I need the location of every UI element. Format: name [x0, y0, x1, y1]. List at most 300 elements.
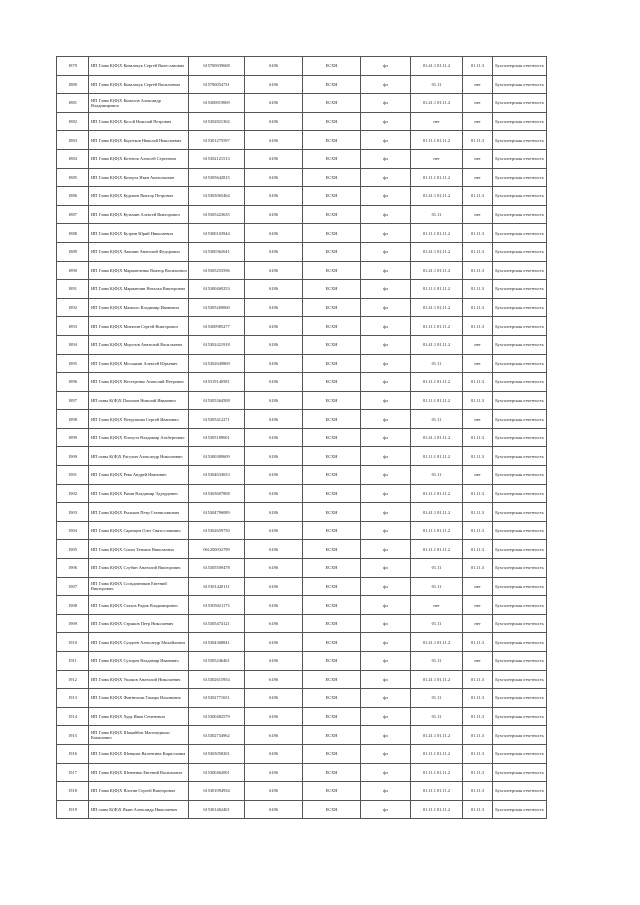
- okved-codes-cell: 01.41.1 01.11.2: [411, 428, 463, 447]
- inn-number-cell: 615304368841: [189, 633, 245, 652]
- report-type-cell: Бухгалтерская отчетность: [493, 503, 547, 522]
- person-type-cell: фл: [361, 373, 411, 392]
- okved-additional-cell: нет: [463, 168, 493, 187]
- inn-number-cell: 615300482579: [189, 707, 245, 726]
- entrepreneur-name-cell: ИП Глава К(Ф)Х Митягин Сергей Викторович: [89, 317, 189, 336]
- tax-office-code-cell: 6186: [245, 503, 303, 522]
- report-type-cell: Бухгалтерская отчетность: [493, 484, 547, 503]
- table-row: [57, 670, 547, 689]
- tax-office-code-cell: 6186: [245, 298, 303, 317]
- tax-regime-cell: ЕСХН: [303, 800, 361, 819]
- entrepreneur-name-cell: ИП Глава К(Ф)Х Рева Андрей Иванович: [89, 466, 189, 485]
- table-row: [57, 410, 547, 429]
- okved-codes-cell: 01.11: [411, 75, 463, 94]
- row-number-cell: 1907: [57, 577, 89, 596]
- okved-codes-cell: 01.11.1 01.11.2: [411, 800, 463, 819]
- row-number-cell: 1908: [57, 596, 89, 615]
- inn-number-cell: 615302649869: [189, 354, 245, 373]
- table-row: [57, 335, 547, 354]
- entrepreneur-name-cell: ИП Глава К(Ф)Х Плохута Владимир Альбертович: [89, 428, 189, 447]
- entrepreneur-name-cell: ИП Глава К(Ф)Х Петрушина Сергей Иванович: [89, 410, 189, 429]
- report-type-cell: Бухгалтерская отчетность: [493, 577, 547, 596]
- okved-additional-cell: нет: [463, 466, 493, 485]
- table-row: [57, 428, 547, 447]
- row-number-cell: 1915: [57, 726, 89, 745]
- entrepreneur-name-cell: ИП Глава К(Ф)Х Ковальчук Сергей Васильевич: [89, 75, 189, 94]
- tax-office-code-cell: 6186: [245, 800, 303, 819]
- table-row: [57, 614, 547, 633]
- okved-codes-cell: 01.11.1 01.11.2: [411, 317, 463, 336]
- table-row: [57, 596, 547, 615]
- tax-regime-cell: ЕСХН: [303, 391, 361, 410]
- okved-additional-cell: нет: [463, 205, 493, 224]
- tax-regime-cell: ЕСХН: [303, 354, 361, 373]
- table-row: [57, 763, 547, 782]
- okved-additional-cell: 01.11.3: [463, 224, 493, 243]
- inn-number-cell: 615305246461: [189, 652, 245, 671]
- tax-regime-cell: ЕСХН: [303, 614, 361, 633]
- table-row: [57, 707, 547, 726]
- report-type-cell: Бухгалтерская отчетность: [493, 614, 547, 633]
- tax-office-code-cell: 6186: [245, 633, 303, 652]
- tax-office-code-cell: 6186: [245, 205, 303, 224]
- entrepreneur-name-cell: ИП Глава К(Ф)Х Шевченко Евгений Васильевич: [89, 763, 189, 782]
- okved-codes-cell: 01.11: [411, 410, 463, 429]
- report-type-cell: Бухгалтерская отчетность: [493, 57, 547, 76]
- table-row: [57, 75, 547, 94]
- entrepreneur-name-cell: ИП Глава К(Ф)Х Марманчин Наталья Викторовна: [89, 280, 189, 299]
- okved-additional-cell: нет: [463, 94, 493, 113]
- report-type-cell: Бухгалтерская отчетность: [493, 224, 547, 243]
- tax-regime-cell: ЕСХН: [303, 242, 361, 261]
- report-type-cell: Бухгалтерская отчетность: [493, 744, 547, 763]
- okved-additional-cell: 01.11.3: [463, 131, 493, 150]
- row-number-cell: 1901: [57, 466, 89, 485]
- person-type-cell: фл: [361, 298, 411, 317]
- report-type-cell: Бухгалтерская отчетность: [493, 652, 547, 671]
- person-type-cell: фл: [361, 484, 411, 503]
- registry-table: [56, 56, 547, 819]
- report-type-cell: Бухгалтерская отчетность: [493, 596, 547, 615]
- tax-office-code-cell: 6186: [245, 577, 303, 596]
- inn-number-cell: 615302659750: [189, 521, 245, 540]
- person-type-cell: фл: [361, 540, 411, 559]
- inn-number-cell: 615305255596: [189, 261, 245, 280]
- inn-number-cell: 615302821302: [189, 112, 245, 131]
- tax-regime-cell: ЕСХН: [303, 57, 361, 76]
- tax-regime-cell: ЕСХН: [303, 317, 361, 336]
- row-number-cell: 1886: [57, 187, 89, 206]
- tax-office-code-cell: 6186: [245, 57, 303, 76]
- inn-number-cell: 615305269060: [189, 298, 245, 317]
- inn-number-cell: 615305642815: [189, 168, 245, 187]
- tax-regime-cell: ЕСХН: [303, 261, 361, 280]
- person-type-cell: фл: [361, 57, 411, 76]
- table-row: [57, 800, 547, 819]
- okved-codes-cell: 01.11: [411, 205, 463, 224]
- tax-regime-cell: ЕСХН: [303, 540, 361, 559]
- inn-number-cell: 615302421918: [189, 335, 245, 354]
- okved-additional-cell: нет: [463, 112, 493, 131]
- okved-codes-cell: 01.11: [411, 689, 463, 708]
- entrepreneur-name-cell: ИП глава К(Ф)Х Пахомов Николай Иванович: [89, 391, 189, 410]
- report-type-cell: Бухгалтерская отчетность: [493, 670, 547, 689]
- row-number-cell: 1889: [57, 242, 89, 261]
- okved-codes-cell: 01.11.1 01.11.2: [411, 447, 463, 466]
- table-row: [57, 298, 547, 317]
- report-type-cell: Бухгалтерская отчетность: [493, 298, 547, 317]
- okved-additional-cell: 01.11.3: [463, 763, 493, 782]
- person-type-cell: фл: [361, 317, 411, 336]
- okved-codes-cell: 01.11: [411, 707, 463, 726]
- person-type-cell: фл: [361, 614, 411, 633]
- person-type-cell: фл: [361, 652, 411, 671]
- okved-codes-cell: 01.11: [411, 652, 463, 671]
- row-number-cell: 1879: [57, 57, 89, 76]
- person-type-cell: фл: [361, 261, 411, 280]
- okved-additional-cell: 01.11.3: [463, 484, 493, 503]
- person-type-cell: фл: [361, 689, 411, 708]
- okved-additional-cell: нет: [463, 577, 493, 596]
- person-type-cell: фл: [361, 410, 411, 429]
- okved-codes-cell: 01.11.1 01.11.2: [411, 224, 463, 243]
- inn-number-cell: 615302121513: [189, 149, 245, 168]
- report-type-cell: Бухгалтерская отчетность: [493, 75, 547, 94]
- okved-codes-cell: нет: [411, 112, 463, 131]
- tax-office-code-cell: 6186: [245, 540, 303, 559]
- row-number-cell: 1898: [57, 410, 89, 429]
- person-type-cell: фл: [361, 633, 411, 652]
- tax-office-code-cell: 6186: [245, 782, 303, 801]
- table-row: [57, 633, 547, 652]
- table-row: [57, 168, 547, 187]
- report-type-cell: Бухгалтерская отчетность: [493, 540, 547, 559]
- row-number-cell: 1881: [57, 94, 89, 113]
- entrepreneur-name-cell: ИП Глава К(Ф)Х Сольдовников Евгений Викторович: [89, 577, 189, 596]
- tax-office-code-cell: 6186: [245, 317, 303, 336]
- okved-additional-cell: 01.11.3: [463, 521, 493, 540]
- table-row: [57, 744, 547, 763]
- report-type-cell: Бухгалтерская отчетность: [493, 280, 547, 299]
- tax-regime-cell: ЕСХН: [303, 484, 361, 503]
- table-row: [57, 317, 547, 336]
- entrepreneur-name-cell: ИП глава К(Ф)Х Якин Александр Николаевич: [89, 800, 189, 819]
- inn-number-cell: 615305412271: [189, 410, 245, 429]
- person-type-cell: фл: [361, 670, 411, 689]
- entrepreneur-name-cell: ИП Глава К(Ф)Х Кутрин Юрий Николаевич: [89, 224, 189, 243]
- entrepreneur-name-cell: ИП Глава К(Ф)Х Шевцова Валентина Кирилловна: [89, 744, 189, 763]
- inn-number-cell: 615301420111: [189, 577, 245, 596]
- inn-number-cell: 615319140581: [189, 373, 245, 392]
- report-type-cell: Бухгалтерская отчетность: [493, 242, 547, 261]
- table-row: [57, 447, 547, 466]
- okved-additional-cell: 01.11.3: [463, 800, 493, 819]
- row-number-cell: 1883: [57, 131, 89, 150]
- table-row: [57, 559, 547, 578]
- tax-office-code-cell: 6186: [245, 466, 303, 485]
- row-number-cell: 1884: [57, 149, 89, 168]
- person-type-cell: фл: [361, 521, 411, 540]
- tax-regime-cell: ЕСХН: [303, 744, 361, 763]
- okved-additional-cell: 01.11.3: [463, 782, 493, 801]
- tax-office-code-cell: 6186: [245, 373, 303, 392]
- report-type-cell: Бухгалтерская отчетность: [493, 707, 547, 726]
- tax-regime-cell: ЕСХН: [303, 596, 361, 615]
- row-number-cell: 1910: [57, 633, 89, 652]
- inn-number-cell: 615305189601: [189, 428, 245, 447]
- person-type-cell: фл: [361, 782, 411, 801]
- okved-additional-cell: нет: [463, 410, 493, 429]
- tax-office-code-cell: 6186: [245, 652, 303, 671]
- okved-codes-cell: 01.11.1 01.11.2: [411, 521, 463, 540]
- table-row: [57, 577, 547, 596]
- report-type-cell: Бухгалтерская отчетность: [493, 410, 547, 429]
- tax-office-code-cell: 6186: [245, 614, 303, 633]
- table-row: [57, 187, 547, 206]
- inn-number-cell: 615300389609: [189, 447, 245, 466]
- row-number-cell: 1888: [57, 224, 89, 243]
- table-row: [57, 94, 547, 113]
- tax-regime-cell: ЕСХН: [303, 410, 361, 429]
- row-number-cell: 1902: [57, 484, 89, 503]
- table-row: [57, 354, 547, 373]
- person-type-cell: фл: [361, 168, 411, 187]
- person-type-cell: фл: [361, 280, 411, 299]
- inn-number-cell: 615300985277: [189, 317, 245, 336]
- inn-number-cell: 615303065464: [189, 187, 245, 206]
- tax-regime-cell: ЕСХН: [303, 689, 361, 708]
- tax-office-code-cell: 6186: [245, 168, 303, 187]
- person-type-cell: фл: [361, 224, 411, 243]
- tax-regime-cell: ЕСХН: [303, 94, 361, 113]
- inn-number-cell: 615305509478: [189, 559, 245, 578]
- person-type-cell: фл: [361, 800, 411, 819]
- tax-office-code-cell: 6186: [245, 521, 303, 540]
- tax-office-code-cell: 6186: [245, 261, 303, 280]
- tax-office-code-cell: 6186: [245, 335, 303, 354]
- report-type-cell: Бухгалтерская отчетность: [493, 521, 547, 540]
- person-type-cell: фл: [361, 596, 411, 615]
- person-type-cell: фл: [361, 149, 411, 168]
- table-row: [57, 57, 547, 76]
- report-type-cell: Бухгалтерская отчетность: [493, 131, 547, 150]
- okved-additional-cell: 01.11.3: [463, 689, 493, 708]
- tax-regime-cell: ЕСХН: [303, 280, 361, 299]
- report-type-cell: Бухгалтерская отчетность: [493, 559, 547, 578]
- entrepreneur-name-cell: ИП Глава К(Ф)Х Котенок Алексей Сергеевич: [89, 149, 189, 168]
- report-type-cell: Бухгалтерская отчетность: [493, 335, 547, 354]
- tax-office-code-cell: 6186: [245, 391, 303, 410]
- inn-number-cell: 615700039608: [189, 57, 245, 76]
- tax-regime-cell: ЕСХН: [303, 503, 361, 522]
- tax-regime-cell: ЕСХН: [303, 521, 361, 540]
- entrepreneur-name-cell: ИП Глава К(Ф)Х Саранцев Олег Святославович: [89, 521, 189, 540]
- report-type-cell: Бухгалтерская отчетность: [493, 205, 547, 224]
- row-number-cell: 1903: [57, 503, 89, 522]
- person-type-cell: фл: [361, 503, 411, 522]
- okved-codes-cell: 01.41.1 01.11.2: [411, 633, 463, 652]
- okved-codes-cell: 01.41.1 01.11.2: [411, 298, 463, 317]
- tax-regime-cell: ЕСХН: [303, 131, 361, 150]
- report-type-cell: Бухгалтерская отчетность: [493, 763, 547, 782]
- okved-codes-cell: 01.11.1 01.11.2: [411, 391, 463, 410]
- table-row: [57, 261, 547, 280]
- entrepreneur-name-cell: ИП Глава К(Ф)Х Марманченко Виктор Васильевич: [89, 261, 189, 280]
- table-row: [57, 205, 547, 224]
- tax-office-code-cell: 6186: [245, 447, 303, 466]
- tax-regime-cell: ЕСХН: [303, 782, 361, 801]
- tax-office-code-cell: 6186: [245, 559, 303, 578]
- inn-number-cell: 615700054731: [189, 75, 245, 94]
- okved-codes-cell: 01.11.1 01.11.2: [411, 168, 463, 187]
- tax-office-code-cell: 6186: [245, 726, 303, 745]
- tax-regime-cell: ЕСХН: [303, 447, 361, 466]
- report-type-cell: Бухгалтерская отчетность: [493, 354, 547, 373]
- okved-additional-cell: 01.11.3: [463, 373, 493, 392]
- entrepreneur-name-cell: ИП Глава К(Ф)Х Ялотин Сергей Викторович: [89, 782, 189, 801]
- entrepreneur-name-cell: ИП Глава К(Ф)Х Кудинов Виктор Петрович: [89, 187, 189, 206]
- row-number-cell: 1899: [57, 428, 89, 447]
- report-type-cell: Бухгалтерская отчетность: [493, 428, 547, 447]
- report-type-cell: Бухгалтерская отчетность: [493, 261, 547, 280]
- report-type-cell: Бухгалтерская отчетность: [493, 112, 547, 131]
- okved-codes-cell: 01.41.1 01.11.2: [411, 670, 463, 689]
- person-type-cell: фл: [361, 744, 411, 763]
- okved-additional-cell: нет: [463, 652, 493, 671]
- inn-number-cell: 615300462001: [189, 763, 245, 782]
- tax-regime-cell: ЕСХН: [303, 335, 361, 354]
- inn-number-cell: 615305474121: [189, 614, 245, 633]
- person-type-cell: фл: [361, 205, 411, 224]
- okved-codes-cell: 01.11: [411, 354, 463, 373]
- tax-office-code-cell: 6186: [245, 112, 303, 131]
- okved-codes-cell: 01.41.1 01.11.2: [411, 57, 463, 76]
- row-number-cell: 1913: [57, 689, 89, 708]
- okved-additional-cell: 01.11.3: [463, 298, 493, 317]
- inn-number-cell: 615300469253: [189, 280, 245, 299]
- entrepreneur-name-cell: ИП Глава К(Ф)Х Стрыков Петр Николаевич: [89, 614, 189, 633]
- registry-table-body: [57, 57, 547, 819]
- entrepreneur-name-cell: ИП Глава К(Ф)Х Мамыло Владимир Иванович: [89, 298, 189, 317]
- tax-office-code-cell: 6186: [245, 280, 303, 299]
- okved-additional-cell: 01.11.3: [463, 447, 493, 466]
- table-row: [57, 689, 547, 708]
- tax-office-code-cell: 6186: [245, 484, 303, 503]
- entrepreneur-name-cell: ИП Глава К(Ф)Х Мосьякин Алексей Юрьевич: [89, 354, 189, 373]
- person-type-cell: фл: [361, 335, 411, 354]
- inn-number-cell: 615301462401: [189, 800, 245, 819]
- inn-number-cell: 615305364508: [189, 391, 245, 410]
- okved-codes-cell: 01.41.1 01.11.2: [411, 261, 463, 280]
- entrepreneur-name-cell: ИП Глава К(Ф)Х Нестеренко Анатолий Петрович: [89, 373, 189, 392]
- report-type-cell: Бухгалтерская отчетность: [493, 782, 547, 801]
- okved-additional-cell: 01.11.3: [463, 670, 493, 689]
- entrepreneur-name-cell: ИП Глава К(Ф)Х Косой Николай Петрович: [89, 112, 189, 131]
- inn-number-cell: 615302734962: [189, 726, 245, 745]
- table-row: [57, 726, 547, 745]
- okved-additional-cell: 01.11.3: [463, 726, 493, 745]
- okved-additional-cell: нет: [463, 354, 493, 373]
- okved-additional-cell: 01.11.3: [463, 261, 493, 280]
- entrepreneur-name-cell: ИП Глава К(Ф)Х Ковальчук Сергей Вячеславович: [89, 57, 189, 76]
- report-type-cell: Бухгалтерская отчетность: [493, 168, 547, 187]
- entrepreneur-name-cell: ИП Глава К(Ф)Х Лавшин Анатолий Федорович: [89, 242, 189, 261]
- row-number-cell: 1911: [57, 652, 89, 671]
- entrepreneur-name-cell: ИП Глава К(Ф)Х Рязин Владимир Эдуардович: [89, 484, 189, 503]
- person-type-cell: фл: [361, 707, 411, 726]
- okved-additional-cell: 01.11.3: [463, 503, 493, 522]
- tax-regime-cell: ЕСХН: [303, 466, 361, 485]
- tax-office-code-cell: 6186: [245, 670, 303, 689]
- tax-office-code-cell: 6186: [245, 763, 303, 782]
- table-row: [57, 373, 547, 392]
- row-number-cell: 1896: [57, 373, 89, 392]
- entrepreneur-name-cell: ИП Глава К(Ф)Х Ушаков Анатолий Николаевич: [89, 670, 189, 689]
- entrepreneur-name-cell: ИП Глава К(Ф)Х Слубин Анатолий Викторович: [89, 559, 189, 578]
- inn-number-cell: 615301275597: [189, 131, 245, 150]
- row-number-cell: 1892: [57, 298, 89, 317]
- row-number-cell: 1880: [57, 75, 89, 94]
- tax-regime-cell: ЕСХН: [303, 298, 361, 317]
- entrepreneur-name-cell: ИП Глава К(Ф)Х Рыльков Петр Станиславович: [89, 503, 189, 522]
- tax-regime-cell: ЕСХН: [303, 224, 361, 243]
- report-type-cell: Бухгалтерская отчетность: [493, 447, 547, 466]
- okved-codes-cell: нет: [411, 149, 463, 168]
- tax-office-code-cell: 6186: [245, 75, 303, 94]
- tax-regime-cell: ЕСХН: [303, 633, 361, 652]
- okved-additional-cell: 01.11.3: [463, 187, 493, 206]
- okved-codes-cell: 01.11.1 01.11.2: [411, 484, 463, 503]
- inn-number-cell: 615301094934: [189, 782, 245, 801]
- tax-office-code-cell: 6186: [245, 428, 303, 447]
- person-type-cell: фл: [361, 447, 411, 466]
- row-number-cell: 1919: [57, 800, 89, 819]
- tax-regime-cell: ЕСХН: [303, 168, 361, 187]
- okved-codes-cell: 01.41.1 01.11.2: [411, 94, 463, 113]
- inn-number-cell: 615302615954: [189, 670, 245, 689]
- entrepreneur-name-cell: ИП Глава К(Ф)Х Кочерга Иван Анатольевич: [89, 168, 189, 187]
- row-number-cell: 1887: [57, 205, 89, 224]
- okved-additional-cell: 01.11.3: [463, 540, 493, 559]
- report-type-cell: Бухгалтерская отчетность: [493, 94, 547, 113]
- okved-codes-cell: 01.41.1 01.11.2: [411, 503, 463, 522]
- entrepreneur-name-cell: ИП Глава К(Ф)Х Сухоров Владимир Иванович: [89, 652, 189, 671]
- table-row: [57, 224, 547, 243]
- inn-number-cell: 615302771651: [189, 689, 245, 708]
- okved-codes-cell: 01.11: [411, 466, 463, 485]
- row-number-cell: 1885: [57, 168, 89, 187]
- report-type-cell: Бухгалтерская отчетность: [493, 187, 547, 206]
- row-number-cell: 1891: [57, 280, 89, 299]
- okved-codes-cell: 01.41.1 01.11.2: [411, 726, 463, 745]
- table-row: [57, 782, 547, 801]
- table-row: [57, 131, 547, 150]
- tax-regime-cell: ЕСХН: [303, 559, 361, 578]
- okved-codes-cell: 01.11: [411, 559, 463, 578]
- okved-additional-cell: 01.11.3: [463, 633, 493, 652]
- okved-codes-cell: нет: [411, 596, 463, 615]
- inn-number-cell: 061200032799: [189, 540, 245, 559]
- okved-codes-cell: 01.41.1 01.11.2: [411, 187, 463, 206]
- entrepreneur-name-cell: ИП Глава К(Ф)Х Кузьмин Алексей Викторович: [89, 205, 189, 224]
- tax-office-code-cell: 6186: [245, 149, 303, 168]
- person-type-cell: фл: [361, 763, 411, 782]
- row-number-cell: 1894: [57, 335, 89, 354]
- table-row: [57, 280, 547, 299]
- okved-codes-cell: 01.41.1 01.11.2: [411, 335, 463, 354]
- report-type-cell: Бухгалтерская отчетность: [493, 391, 547, 410]
- entrepreneur-name-cell: ИП Глава К(Ф)Х Сигаи Татьяна Николаевна: [89, 540, 189, 559]
